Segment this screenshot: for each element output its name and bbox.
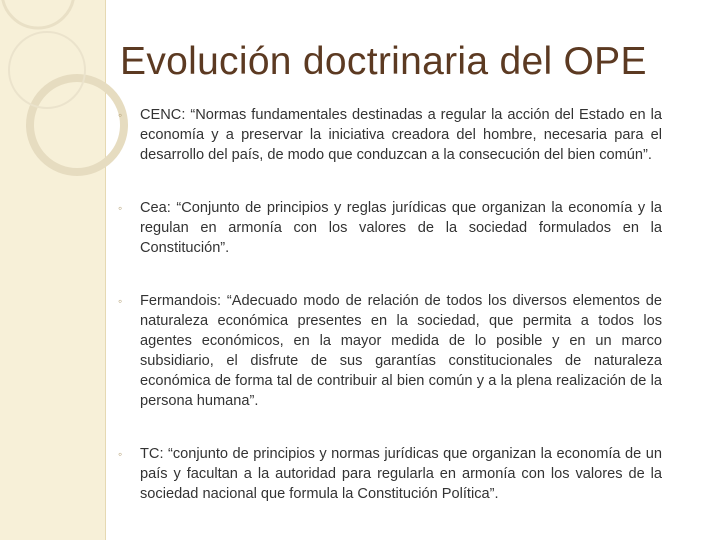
bullet-marker: ◦ <box>118 108 123 122</box>
bullet-text: TC: “conjunto de principios y normas jurídicas que organizan la economía de un país y facultan a la autoridad para regularla en armonía con los valores de la sociedad nacional que formula la Constitución Política”. <box>140 446 662 502</box>
bullet-item <box>118 444 662 504</box>
bullet-list <box>118 105 662 504</box>
bullet-item <box>118 291 662 411</box>
bullet-marker: ◦ <box>118 294 123 308</box>
decorative-ring-thin <box>9 32 85 108</box>
slide-title: Evolución doctrinaria del OPE <box>120 40 647 83</box>
bullet-item <box>118 198 662 258</box>
bullet-marker: ◦ <box>118 447 123 461</box>
bullet-text: Fermandois: “Adecuado modo de relación de todos los diversos elementos de naturaleza económica presentes en la sociedad, que permita a todos los agentes económicos, en la mayor medida de lo posible y en un marco subsidiario, el disfrute de sus garantías constitucionales de naturaleza económica de forma tal de contribuir al bien común y a la plena realización de la persona humana”. <box>140 293 662 409</box>
bullet-text: Cea: “Conjunto de principios y reglas jurídicas que organizan la economía y la regulan en armonía con los valores de la sociedad formulados en la Constitución”. <box>140 200 662 256</box>
bullet-item <box>118 105 662 165</box>
bullet-text: CENC: “Normas fundamentales destinadas a regular la acción del Estado en la economía y a preservar la iniciativa creadora del hombre, necesaria para el desarrollo del país, de modo que conduzcan a la consecución del bien común”. <box>140 107 662 163</box>
decorative-ring-top <box>2 0 74 28</box>
bullet-marker: ◦ <box>118 201 123 215</box>
